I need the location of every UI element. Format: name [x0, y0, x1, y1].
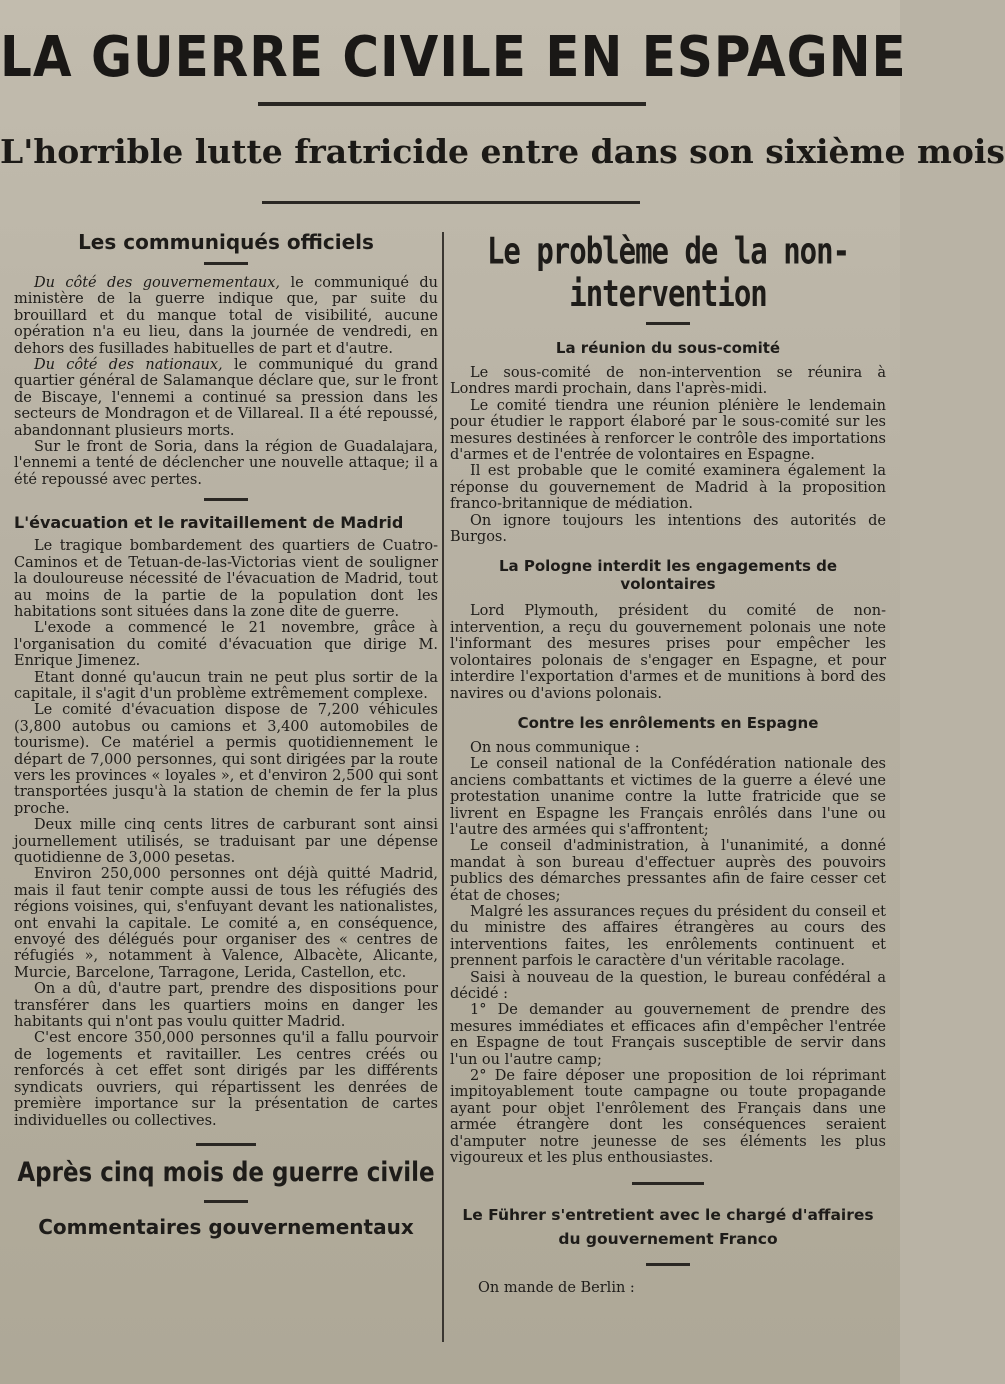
section-rule — [646, 1263, 690, 1266]
reunion-title: La réunion du sous-comité — [555, 339, 781, 357]
fuhrer-section — [450, 1203, 886, 1296]
communiques-paragraph — [14, 357, 438, 439]
communiques-text: le communiqué du ministère de la guerre indique que, par suite du brouillard et du manque total de visibilité, aucune opération n'a eu lieu, dans la journée de vendredi, en dehors des fusillades habituelles de part et d'autre. — [14, 275, 438, 357]
page-subheadline: L'horrible lutte fratricide entre dans son sixième mois — [0, 132, 1005, 171]
fuhrer-lead: On mande de Berlin : — [478, 1280, 635, 1297]
pologne-section — [450, 557, 886, 701]
enrolements-title: Contre les enrôlements en Espagne — [517, 713, 819, 732]
communiques-text: le communiqué du grand quartier général de Salamanque déclare que, sur le front de Biscaye, l'ennemi a continué sa pression dans les secteurs de Mondragon et de Villareal. Il a été repoussé, abandonnant plusieurs morts. — [14, 357, 438, 439]
evacuation-paragraph: Deux mille cinq cents litres de carburant sont ainsi journellement utilisés, se traduisant par une dépense quotidienne de 3,000 pesetas. — [14, 817, 438, 866]
reunion-paragraph: Il est probable que le comité examinera également la réponse du gouvernement de Madrid à la proposition franco-britannique de médiation. — [450, 463, 886, 513]
non-intervention-title: Le problème de la non-intervention — [486, 229, 850, 315]
evacuation-title: L'évacuation et le ravitaillement de Madrid — [14, 513, 404, 533]
enrolements-paragraph: 1° De demander au gouvernement de prendre des mesures immédiates et efficaces afin d'empêcher l'entrée en Espagne de tout Français susceptible de servir dans l'un ou l'autre camp; — [450, 1002, 886, 1068]
page-headline: LA GUERRE CIVILE EN ESPAGNE — [0, 24, 907, 90]
section-rule — [204, 262, 248, 265]
section-rule — [204, 1200, 248, 1203]
left-column — [14, 228, 438, 1239]
enrolements-paragraph: On nous communique : — [470, 739, 640, 756]
section-rule — [632, 1182, 704, 1185]
communiques-paragraph — [14, 275, 438, 357]
pologne-paragraph: Lord Plymouth, président du comité de non-intervention, a reçu du gouvernement polonais une note l'informant des mesures prises pour empêcher les volontaires polonais de s'engager en Espagne, et pour interdire l'exportation d'armes et de munitions à bord des navires ou d'avions polonais. — [450, 603, 886, 702]
pologne-title: La Pologne interdit les engagements de volontaires — [498, 557, 838, 594]
evacuation-paragraph: C'est encore 350,000 personnes qu'il a fallu pourvoir de logements et ravitailler. Les centres créés ou renforcés à cet effet sont dirigés par les différents syndicats ouvriers, qui répartissent les denrées de première importance sur la présentation de cartes individuelles ou collectives. — [14, 1030, 438, 1129]
headline-rule — [258, 102, 646, 106]
apres-title: Après cinq mois de guerre civile — [17, 1157, 435, 1188]
evacuation-paragraph: On a dû, d'autre part, prendre des dispositions pour transférer dans les quartiers moins en danger les habitants qui n'ont pas voulu quitter Madrid. — [14, 981, 438, 1031]
reunion-section — [450, 339, 886, 545]
subheadline-rule — [262, 201, 640, 204]
communiques-paragraph: Sur le front de Soria, dans la région de Guadalajara, l'ennemi a tenté de déclencher une nouvelle attaque; il a été repoussé avec pertes. — [14, 439, 438, 488]
communiques-lead: Du côté des nationaux, — [34, 357, 223, 374]
communiques-section — [14, 230, 438, 488]
section-rule — [196, 1143, 256, 1146]
evacuation-paragraph: Environ 250,000 personnes ont déjà quitté Madrid, mais il faut tenir compte aussi de tous les réfugiés des régions voisines, qui, s'enfuyant devant les nationalistes, ont envahi la capitale. Le comité a, en conséquence, envoyé des délégués pour organiser des « centres de réfugiés », notamment à Valence, Albacète, Alicante, Murcie, Barcelone, Tarragone, Lerida, Castellon, etc. — [14, 866, 438, 981]
section-rule — [646, 322, 690, 325]
enrolements-paragraph: Le conseil d'administration, à l'unanimité, a donné mandat à son bureau d'effectuer auprès des pouvoirs publics des démarches pressantes afin de faire cesser cet état de choses; — [450, 838, 886, 904]
apres-section — [14, 1157, 438, 1239]
communiques-lead: Du côté des gouvernementaux, — [34, 275, 281, 291]
enrolements-paragraph: Malgré les assurances reçues du président du conseil et du ministre des affaires étrangères au cours des interventions faites, les enrôlements continuent et prennent parfois le caractère d'un véritable racolage. — [450, 903, 886, 970]
evacuation-paragraph: Le tragique bombardement des quartiers de Cuatro-Caminos et de Tetuan-de-las-Victorias vient de souligner la douloureuse nécessité de l'évacuation de Madrid, tout au moins de la partie de la population dont les habitations sont situées dans la zone dite de guerre. — [14, 538, 438, 620]
enrolements-paragraph: Le conseil national de la Confédération nationale des anciens combattants et victimes de la guerre a élevé une protestation unanime contre la lutte fratricide que se livrent en Espagne les Français enrôlés dans l'une ou l'autre des armées qui s'affrontent; — [450, 756, 886, 838]
column-divider — [442, 232, 444, 1342]
fuhrer-title: Le Führer s'entretient avec le chargé d'affaires du gouvernement Franco — [462, 1206, 874, 1249]
evacuation-paragraph: L'exode a commencé le 21 novembre, grâce à l'organisation du comité d'évacuation que dirige M. Enrique Jimenez. — [14, 620, 438, 670]
reunion-paragraph: Le sous-comité de non-intervention se réunira à Londres mardi prochain, dans l'après-midi. — [450, 365, 886, 398]
evacuation-section — [14, 513, 438, 1129]
reunion-paragraph: On ignore toujours les intentions des autorités de Burgos. — [450, 512, 886, 546]
evacuation-paragraph: Le comité d'évacuation dispose de 7,200 véhicules (3,800 autobus ou camions et 3,400 automobiles de tourisme). Ce matériel a permis quotidiennement le départ de 7,000 personnes, qui sont dirigées par la route vers les provinces « loyales », et d'environ 2,500 qui sont transportées jusqu'à la station de chemin de fer la plus proche. — [14, 702, 438, 817]
reunion-paragraph: Le comité tiendra une réunion plénière le lendemain pour étudier le rapport élaboré par le sous-comité sur les mesures destinées à renforcer le contrôle des importations d'armes et de l'entrée de volontaires en Espagne. — [450, 397, 886, 464]
enrolements-paragraph: Saisi à nouveau de la question, le bureau confédéral a décidé : — [450, 969, 886, 1002]
section-rule — [204, 498, 248, 501]
right-column — [450, 228, 886, 1297]
communiques-title: Les communiqués officiels — [78, 230, 374, 254]
enrolements-section — [450, 714, 886, 1167]
enrolements-paragraph: 2° De faire déposer une proposition de loi réprimant impitoyablement toute campagne ou toute propagande ayant pour objet l'enrôlement des Français dans une armée étrangère dont les conséquences seraient d'amputer notre jeunesse de ses éléments les plus vigoureux et les plus enthousiastes. — [450, 1068, 886, 1167]
evacuation-paragraph: Etant donné qu'aucun train ne peut plus sortir de la capitale, il s'agit d'un problème extrêmement complexe. — [14, 669, 438, 702]
apres-subtitle: Commentaires gouvernementaux — [38, 1214, 414, 1239]
